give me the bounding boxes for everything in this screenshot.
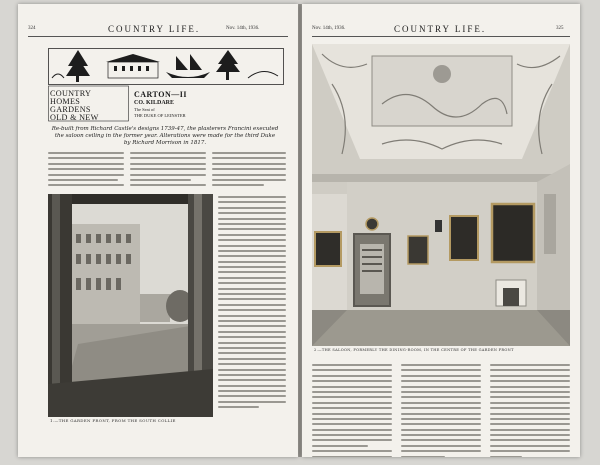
photo-saloon — [312, 44, 570, 346]
body-text-column — [401, 364, 481, 457]
body-text-column — [218, 196, 286, 419]
body-text-column — [212, 152, 286, 190]
standfirst-line: Re-built from Richard Castle's designs 1739-47, the plasterers Francini executed — [51, 126, 279, 132]
page-number: 324 — [28, 26, 36, 31]
series-title-line: OLD & NEW — [50, 113, 99, 122]
left-page — [18, 4, 298, 457]
standfirst-line: the saloon ceiling in the former year. Alterations were made for the third Duke — [54, 133, 276, 139]
photo-caption: 2.—THE SALOON, FORMERLY THE DINING-ROOM, IN THE CENTRE OF THE GARDEN FRONT — [314, 348, 514, 352]
body-text-column — [312, 364, 392, 457]
series-title-line: COUNTRY — [50, 89, 92, 98]
article-title: CARTON—II — [134, 90, 187, 99]
header-rule — [28, 36, 288, 37]
masthead: COUNTRY LIFE. — [108, 24, 201, 34]
title-block — [48, 48, 284, 122]
body-text-column — [490, 364, 570, 457]
standfirst — [50, 126, 280, 147]
article-location: CO. KILDARE — [134, 100, 175, 106]
header-rule — [312, 36, 570, 37]
issue-date: Nov. 14th, 1936. — [226, 26, 260, 31]
photo-garden-front — [48, 194, 213, 417]
body-text-column — [130, 152, 206, 190]
issue-date: Nov. 14th, 1936. — [312, 26, 346, 31]
right-page — [302, 4, 580, 457]
series-title-line: HOMES — [50, 97, 81, 106]
article-seat: The Seat of — [134, 107, 155, 112]
standfirst-line: by Richard Morrison in 1817. — [123, 140, 207, 146]
series-title-line: GARDENS — [50, 105, 91, 114]
masthead: COUNTRY LIFE. — [394, 24, 487, 34]
body-text-column — [48, 152, 124, 190]
article-owner: THE DUKE OF LEINSTER — [134, 113, 186, 118]
photo-caption: 1.—THE GARDEN FRONT, FROM THE SOUTH COLLIE — [50, 418, 176, 423]
page-number: 325 — [556, 26, 564, 31]
article-heading — [134, 90, 284, 118]
series-title — [50, 90, 120, 122]
